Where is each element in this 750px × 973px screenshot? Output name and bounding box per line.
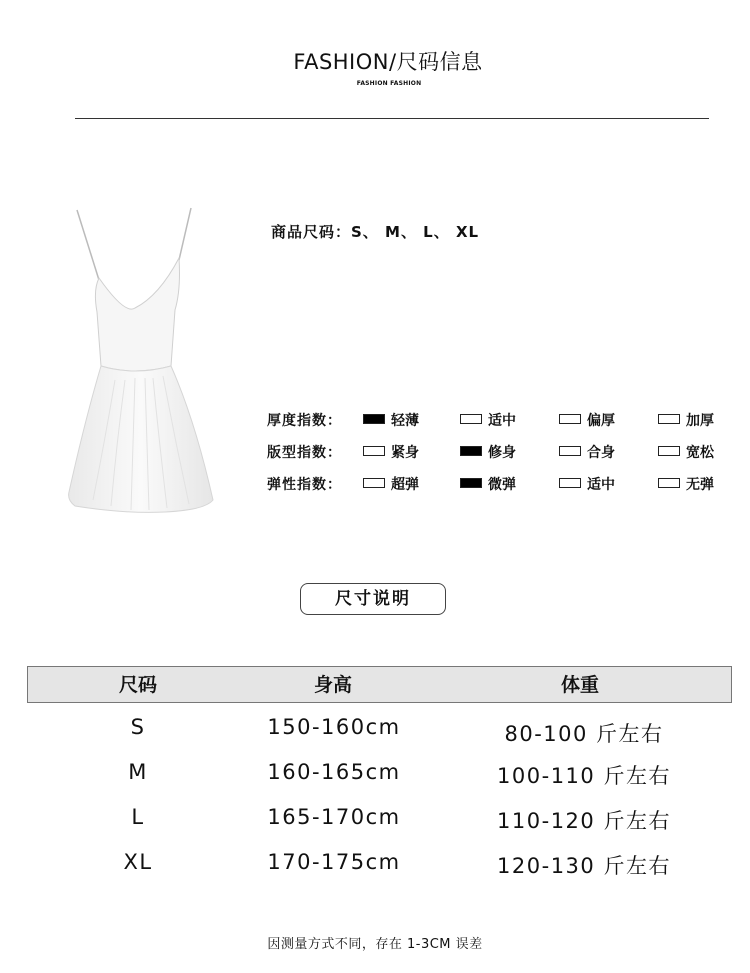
index-option: 微弹 — [460, 474, 516, 494]
cell-height: 165-170cm — [267, 805, 401, 829]
index-option: 超弹 — [363, 474, 419, 494]
checkbox-empty — [559, 478, 581, 488]
checkbox-filled — [460, 478, 482, 488]
checkbox-filled — [460, 446, 482, 456]
checkbox-empty — [460, 414, 482, 424]
checkbox-empty — [658, 478, 680, 488]
cell-size: M — [128, 760, 148, 784]
index-option: 宽松 — [658, 442, 714, 462]
table-row — [0, 715, 750, 749]
index-option: 轻薄 — [363, 410, 419, 430]
index-option: 加厚 — [658, 410, 714, 430]
table-row — [0, 760, 750, 794]
checkbox-empty — [363, 446, 385, 456]
cell-size: S — [130, 715, 146, 739]
checkbox-empty — [363, 478, 385, 488]
index-option: 适中 — [559, 474, 615, 494]
header-weight: 体重 — [560, 674, 599, 696]
divider — [75, 118, 709, 119]
index-label: 厚度指数： — [267, 413, 342, 429]
page-title: FASHION/尺码信息 — [293, 50, 483, 74]
header-height: 身高 — [313, 674, 352, 696]
page-subtitle: FASHION FASHION — [356, 80, 422, 87]
cell-size: XL — [123, 850, 153, 874]
table-row — [0, 850, 750, 884]
cell-height: 150-160cm — [267, 715, 401, 739]
cell-height: 170-175cm — [267, 850, 401, 874]
measurement-note: 因测量方式不同，存在 1-3CM 误差 — [267, 937, 483, 952]
dress-image — [55, 200, 235, 520]
checkbox-empty — [559, 414, 581, 424]
checkbox-empty — [658, 446, 680, 456]
index-option: 偏厚 — [559, 410, 615, 430]
cell-weight: 110-120 斤左右 — [497, 809, 671, 833]
cell-weight: 120-130 斤左右 — [497, 854, 671, 878]
table-header — [27, 666, 732, 703]
cell-size: L — [131, 805, 145, 829]
product-sizes: 商品尺码：S、 M、 L、 XL — [271, 223, 480, 241]
cell-height: 160-165cm — [267, 760, 401, 784]
index-label: 弹性指数： — [267, 477, 342, 493]
checkbox-filled — [363, 414, 385, 424]
index-option: 紧身 — [363, 442, 419, 462]
checkbox-empty — [559, 446, 581, 456]
checkbox-empty — [658, 414, 680, 424]
table-row — [0, 805, 750, 839]
index-option: 合身 — [559, 442, 615, 462]
index-label: 版型指数： — [267, 445, 342, 461]
index-option: 适中 — [460, 410, 516, 430]
index-option: 修身 — [460, 442, 516, 462]
size-section-title: 尺寸说明 — [300, 583, 446, 615]
header-size: 尺码 — [118, 674, 157, 696]
cell-weight: 100-110 斤左右 — [497, 764, 671, 788]
cell-weight: 80-100 斤左右 — [504, 722, 664, 746]
index-option: 无弹 — [658, 474, 714, 494]
